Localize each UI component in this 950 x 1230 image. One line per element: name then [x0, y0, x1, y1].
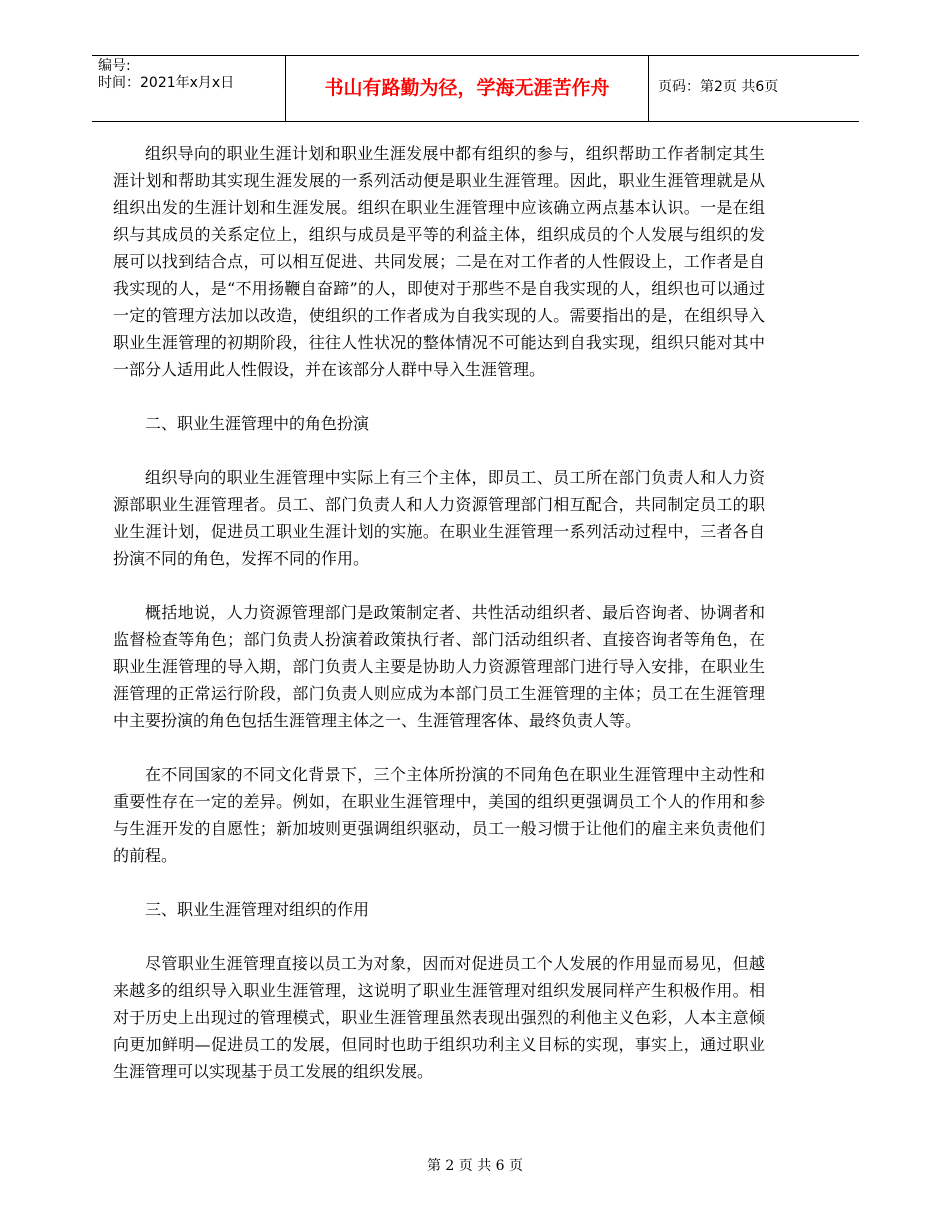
- section-heading: 二、职业生涯管理中的角色扮演: [145, 414, 370, 433]
- page-footer-number: 第 2 页 共 6 页: [426, 1158, 524, 1174]
- body-paragraph: 组织导向的职业生涯计划和职业生涯发展中都有组织的参与，组织帮助工作者制定其生涯计划和帮助其实现生涯发展的一系列活动便是职业生涯管理。因此，职业生涯管理就是从组织出发的生涯计划和生涯发展。组织在职业生涯管理中应该确立两点基本认识。一是在组织与其成员的关系定位上，组织与成员是平等的利益主体，组织成员的个人发展与组织的发展可以找到结合点，可以相互促进、共同发展；二是在对工作者的人性假设上，工作者是自我实现的人，是“不用扬鞭自奋蹄”的人，即使对于那些不是自我实现的人，组织也可以通过一定的管理方法加以改造，使组织的工作者成为自我实现的人。需要指出的是，在组织导入职业生涯管理的初期阶段，往往人性状况的整体情况不可能达到自我实现，组织只能对其中一部分人适用此人性假设，并在该部分人群中导入生涯管理。: [113, 144, 765, 379]
- header-motto: 书山有路勤为径，学海无涯苦作舟: [324, 77, 610, 99]
- section-heading: 三、职业生涯管理对组织的作用: [145, 900, 370, 919]
- page-footer: [0, 1158, 950, 1175]
- body-paragraph: 尽管职业生涯管理直接以员工为对象，因而对促进员工个人发展的作用显而易见，但越来越多的组织导入职业生涯管理，这说明了职业生涯管理对组织发展同样产生积极作用。相对于历史上出现过的管理模式，职业生涯管理虽然表现出强烈的利他主义色彩，人本主意倾向更加鲜明—促进员工的发展，但同时也助于组织功利主义目标的实现，事实上，通过职业生涯管理可以实现基于员工发展的组织发展。: [113, 954, 765, 1081]
- body-paragraph: 概括地说，人力资源管理部门是政策制定者、共性活动组织者、最后咨询者、协调者和监督检查等角色；部门负责人扮演着政策执行者、部门活动组织者、直接咨询者等角色，在职业生涯管理的导入期，部门负责人主要是协助人力资源管理部门进行导入安排，在职业生涯管理的正常运行阶段，部门负责人则应成为本部门员工生涯管理的主体；员工在生涯管理中主要扮演的角色包括生涯管理主体之一、生涯管理客体、最终负责人等。: [113, 603, 765, 730]
- document-number-label: 编号:: [98, 58, 131, 74]
- header-divider: [648, 56, 649, 122]
- page-header: [92, 55, 859, 122]
- header-page-info: 页码：第2页 共6页: [658, 79, 779, 95]
- body-paragraph: 在不同国家的不同文化背景下，三个主体所扮演的不同角色在职业生涯管理中主动性和重要性存在一定的差异。例如，在职业生涯管理中，美国的组织更强调员工个人的作用和参与生涯开发的自愿性；新加坡则更强调组织驱动，员工一般习惯于让他们的雇主来负责他们的前程。: [113, 765, 765, 865]
- document-time-label: 时间：2021年x月x日: [98, 75, 235, 91]
- document-body: [113, 140, 765, 1112]
- body-paragraph: 组织导向的职业生涯管理中实际上有三个主体，即员工、员工所在部门负责人和人力资源部职业生涯管理者。员工、部门负责人和人力资源管理部门相互配合，共同制定员工的职业生涯计划，促进员工职业生涯计划的实施。在职业生涯管理一系列活动过程中，三者各自扮演不同的角色，发挥不同的作用。: [113, 468, 765, 568]
- header-meta: [98, 58, 288, 92]
